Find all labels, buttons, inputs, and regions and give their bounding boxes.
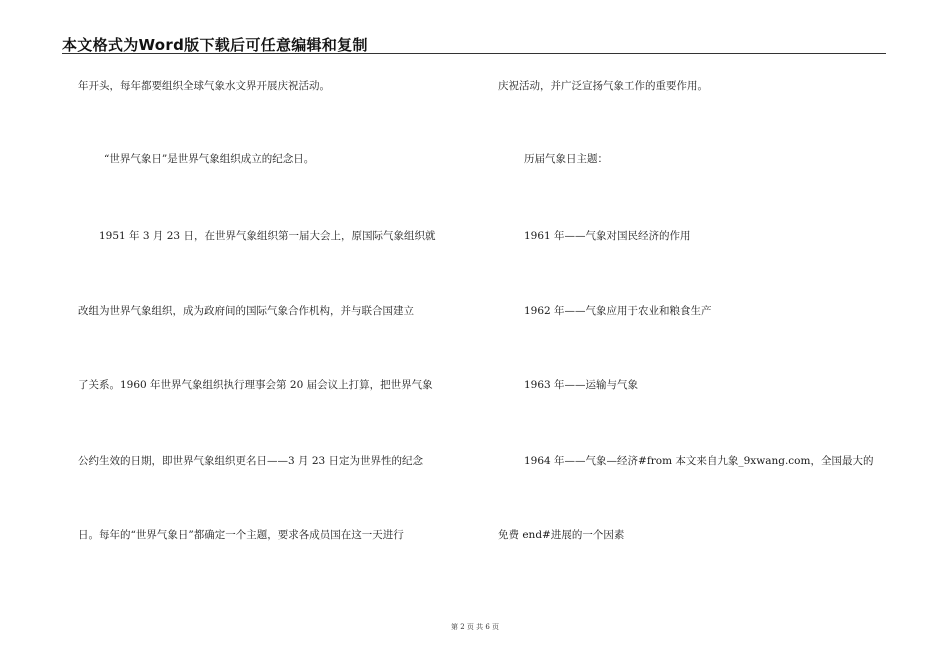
- page-number-footer: 第 2 页 共 6 页: [450, 623, 500, 631]
- text-line: 了关系。1960 年世界气象组织执行理事会第 20 届会议上打算，把世界气象: [78, 379, 433, 391]
- document-header-title: 本文格式为Word版下载后可任意编辑和复制: [62, 36, 368, 54]
- text-line: 1963 年——运输与气象: [524, 379, 639, 391]
- text-line: 1962 年——气象应用于农业和粮食生产: [524, 305, 712, 317]
- text-line: 免费 end#进展的一个因素: [498, 529, 625, 541]
- text-line: 1951 年 3 月 23 日，在世界气象组织第一届大会上，原国际气象组织就: [99, 230, 436, 242]
- text-line: 日。每年的“世界气象日”都确定一个主题，要求各成员国在这一天进行: [78, 529, 404, 541]
- text-line: 公约生效的日期，即世界气象组织更名日——3 月 23 日定为世界性的纪念: [78, 455, 424, 467]
- text-line: 庆祝活动，并广泛宣扬气象工作的重要作用。: [498, 80, 708, 92]
- text-line: 改组为世界气象组织，成为政府间的国际气象合作机构，并与联合国建立: [78, 305, 414, 317]
- text-line: 历届气象日主题：: [524, 153, 608, 165]
- text-line: 1964 年——气象—经济#from 本文来自九象_9xwang.com，全国最大的: [524, 455, 874, 467]
- text-line: “世界气象日”是世界气象组织成立的纪念日。: [104, 153, 315, 165]
- text-line: 年开头，每年都要组织全球气象水文界开展庆祝活动。: [78, 80, 330, 92]
- text-line: 1961 年——气象对国民经济的作用: [524, 230, 691, 242]
- header-divider: [62, 53, 886, 54]
